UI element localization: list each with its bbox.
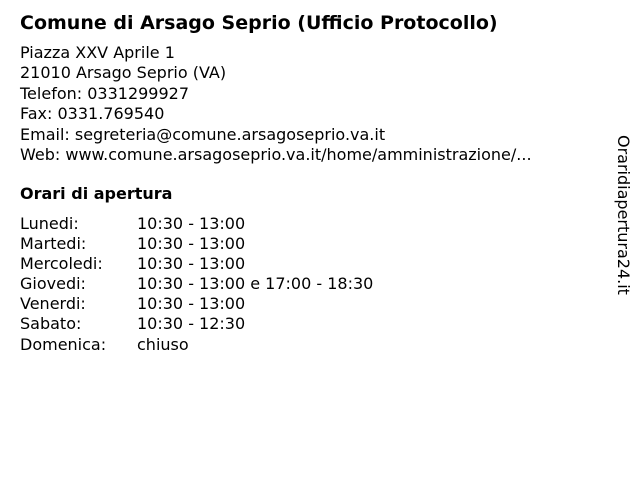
time-value: 10:30 - 13:00 [137, 294, 246, 314]
address-street: Piazza XXV Aprile 1 [20, 43, 175, 62]
contact-block [20, 43, 532, 165]
opening-hours-table [20, 214, 373, 355]
phone-number: Telefon: 0331299927 [20, 83, 190, 103]
time-value: 10:30 - 13:00 [137, 234, 246, 254]
hours-row-tuesday [20, 234, 373, 254]
day-label: Martedi: [20, 234, 87, 254]
time-value: 10:30 - 13:00 [137, 214, 246, 233]
email-address: Email: segreteria@comune.arsagoseprio.va.it [20, 124, 386, 144]
time-value: 10:30 - 12:30 [137, 314, 246, 334]
time-value: 10:30 - 13:00 e 17:00 - 18:30 [137, 274, 374, 294]
day-label: Venerdi: [20, 294, 86, 314]
time-value: chiuso [137, 334, 189, 354]
hours-row-friday [20, 294, 373, 314]
opening-hours-heading: Orari di apertura [20, 184, 173, 203]
day-label: Sabato: [20, 314, 82, 334]
day-label: Mercoledi: [20, 254, 103, 274]
address-city: 21010 Arsago Seprio (VA) [20, 63, 227, 83]
hours-row-wednesday [20, 254, 373, 274]
time-value: 10:30 - 13:00 [137, 254, 246, 274]
hours-row-sunday [20, 335, 373, 355]
website-url: Web: www.comune.arsagoseprio.va.it/home/amministrazione/... [20, 145, 532, 165]
fax-number: Fax: 0331.769540 [20, 104, 165, 124]
site-brand-label: Oraridiapertura24.it [614, 135, 633, 295]
hours-row-thursday [20, 274, 373, 294]
office-title: Comune di Arsago Seprio (Ufficio Protocollo) [20, 12, 498, 34]
hours-row-monday [20, 214, 373, 234]
day-label: Giovedi: [20, 274, 86, 294]
hours-row-saturday [20, 314, 373, 334]
day-label: Domenica: [20, 334, 107, 354]
day-label: Lunedi: [20, 214, 79, 233]
